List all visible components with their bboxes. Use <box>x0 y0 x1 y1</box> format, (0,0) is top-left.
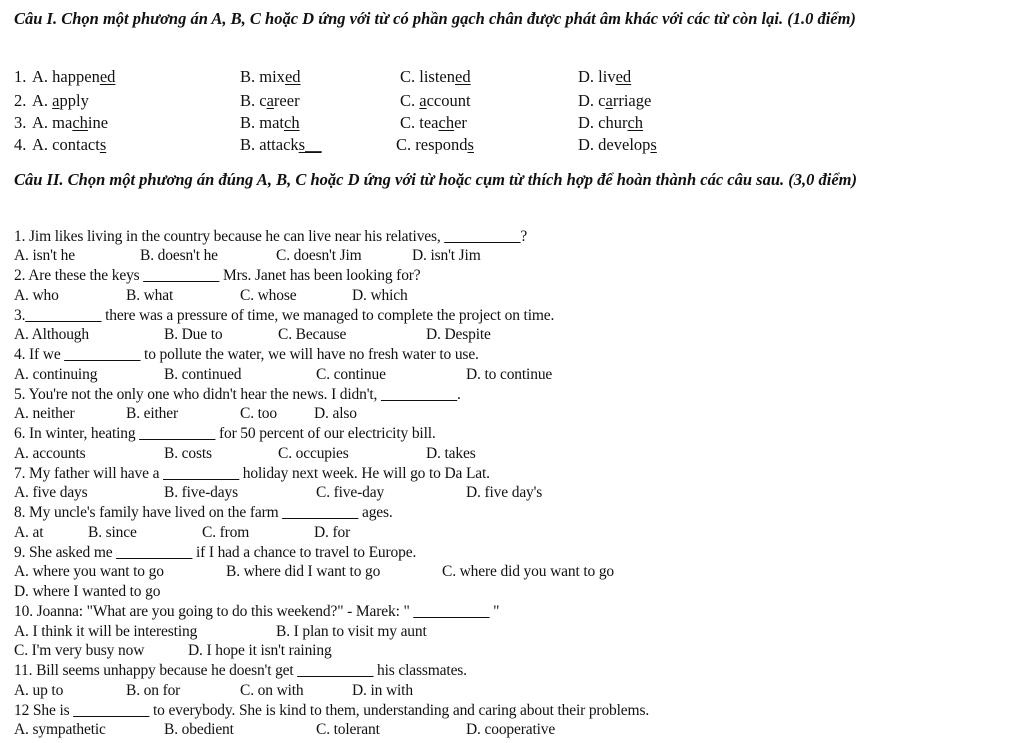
option-d: D. isn't Jim <box>412 247 481 264</box>
underlined-part: ch <box>438 113 455 132</box>
option-c: C. account <box>400 91 471 110</box>
option-a: A. isn't he <box>14 247 75 264</box>
question-1-stem: 1. Jim likes living in the country because he can live near his relatives, __________? <box>14 228 528 245</box>
option-a: A. accounts <box>14 445 86 462</box>
option-d: D. church <box>578 113 644 132</box>
underlined-part: s <box>650 135 657 154</box>
answer-blank: __________ <box>381 386 458 403</box>
underlined-part: ed <box>615 67 632 86</box>
question-2-stem: 2. Are these the keys __________ Mrs. Janet has been looking for? <box>14 267 421 284</box>
option-a: A. five days <box>14 484 88 501</box>
option-d: D. develops <box>578 135 657 154</box>
option-c: C. from <box>202 524 250 541</box>
option-b: B. obedient <box>164 721 234 738</box>
option-b: B. on for <box>126 682 181 699</box>
underlined-part: ch <box>72 113 88 132</box>
option-c: C. teacher <box>400 113 467 132</box>
option-d: D. in with <box>352 682 413 699</box>
answer-blank: __________ <box>64 346 141 363</box>
underlined-part: a <box>266 91 274 110</box>
underlined-part: a <box>419 91 427 110</box>
option-c: C. tolerant <box>316 721 380 738</box>
option-c: C. whose <box>240 287 297 304</box>
option-a: A. contacts <box>32 135 107 154</box>
option-a: A. I think it will be interesting <box>14 623 198 640</box>
option-b: B. career <box>240 91 300 110</box>
option-c: C. Because <box>278 326 347 343</box>
option-c: C. listened <box>400 67 471 86</box>
option-a: A. Although <box>14 326 89 343</box>
option-c: C. occupies <box>278 445 349 462</box>
option-c: C. too <box>240 405 277 422</box>
underlined-part: s <box>99 135 107 154</box>
option-d: D. carriage <box>578 91 652 110</box>
underlined-part: ch <box>284 113 300 132</box>
option-b: B. continued <box>164 366 242 383</box>
option-c: C. continue <box>316 366 386 383</box>
underlined-part: a <box>52 91 60 110</box>
question-7-stem: 7. My father will have a __________ holiday next week. He will go to Da Lat. <box>14 465 490 482</box>
option-c: C. where did you want to go <box>442 563 615 580</box>
underlined-part: s <box>467 135 474 154</box>
answer-blank: __________ <box>25 307 102 324</box>
option-d: D. cooperative <box>466 721 556 738</box>
question-6-stem: 6. In winter, heating __________ for 50 percent of our electricity bill. <box>14 425 436 442</box>
option-b: B. either <box>126 405 179 422</box>
underlined-part: s__ <box>298 135 322 154</box>
option-b: B. what <box>126 287 174 304</box>
option-b: B. mixed <box>240 67 301 86</box>
answer-blank: __________ <box>116 544 193 561</box>
option-a: A. who <box>14 287 59 304</box>
option-d: D. also <box>314 405 357 422</box>
question-12-stem: 12 She is __________ to everybody. She is kind to them, understanding and caring about their problems. <box>14 702 650 719</box>
option-b: B. where did I want to go <box>226 563 381 580</box>
option-b: B. match <box>240 113 300 132</box>
answer-blank: __________ <box>444 228 521 245</box>
option-c: C. five-day <box>316 484 385 501</box>
answer-blank: __________ <box>297 662 374 679</box>
question-number: 2. <box>14 91 27 110</box>
underlined-part: a <box>605 91 613 110</box>
question-number: 4. <box>14 135 27 154</box>
question-number: 1. <box>14 67 27 86</box>
option-b: B. five-days <box>164 484 238 501</box>
answer-blank: __________ <box>413 603 490 620</box>
option-a: A. continuing <box>14 366 98 383</box>
option-d: D. Despite <box>426 326 491 343</box>
option-a: A. where you want to go <box>14 563 164 580</box>
option-a: A. sympathetic <box>14 721 106 738</box>
option-d: D. for <box>314 524 351 541</box>
answer-blank: __________ <box>143 267 220 284</box>
option-b: B. doesn't he <box>140 247 218 264</box>
option-a: A. neither <box>14 405 75 422</box>
option-a: A. happened <box>32 67 116 86</box>
underlined-part: ed <box>99 67 116 86</box>
option-d: D. which <box>352 287 408 304</box>
option-d: D. takes <box>426 445 476 462</box>
option-c: C. I'm very busy now <box>14 642 145 659</box>
option-b: B. attacks__ <box>240 135 322 154</box>
section-1-heading: Câu I. Chọn một phương án A, B, C hoặc D ứng với từ có phần gạch chân được phát âm khác với các từ còn lại. (1.0 điểm) <box>14 9 856 28</box>
question-8-stem: 8. My uncle's family have lived on the farm __________ ages. <box>14 504 393 521</box>
option-b: B. since <box>88 524 137 541</box>
option-c: C. responds <box>396 135 474 154</box>
question-3-stem: 3.__________ there was a pressure of time, we managed to complete the project on time. <box>14 307 555 324</box>
underlined-part: ed <box>455 67 471 86</box>
question-5-stem: 5. You're not the only one who didn't hear the news. I didn't, __________. <box>14 386 461 403</box>
question-9-stem: 9. She asked me __________ if I had a chance to travel to Europe. <box>14 544 417 561</box>
answer-blank: __________ <box>73 702 150 719</box>
option-d: D. I hope it isn't raining <box>188 642 332 659</box>
option-b: B. I plan to visit my aunt <box>276 623 427 640</box>
option-a: A. apply <box>32 91 89 110</box>
question-11-stem: 11. Bill seems unhappy because he doesn't get __________ his classmates. <box>14 662 467 679</box>
option-a: A. at <box>14 524 44 541</box>
answer-blank: __________ <box>282 504 359 521</box>
option-d: D. where I wanted to go <box>14 583 161 600</box>
answer-blank: __________ <box>163 465 240 482</box>
option-b: B. costs <box>164 445 212 462</box>
option-b: B. Due to <box>164 326 223 343</box>
option-a: A. up to <box>14 682 64 699</box>
question-10-stem: 10. Joanna: "What are you going to do this weekend?" - Marek: " __________ " <box>14 603 500 620</box>
option-c: C. doesn't Jim <box>276 247 362 264</box>
option-c: C. on with <box>240 682 304 699</box>
option-d: D. to continue <box>466 366 553 383</box>
option-d: D. five day's <box>466 484 543 501</box>
underlined-part: ed <box>284 67 301 86</box>
underlined-part: ch <box>627 113 644 132</box>
answer-blank: __________ <box>139 425 216 442</box>
option-a: A. machine <box>32 113 109 132</box>
section-2-heading: Câu II. Chọn một phương án đúng A, B, C hoặc D ứng với từ hoặc cụm từ thích hợp để hoàn thành các câu sau. (3,0 điểm) <box>14 170 857 189</box>
question-4-stem: 4. If we __________ to pollute the water, we will have no fresh water to use. <box>14 346 479 363</box>
option-d: D. lived <box>578 67 632 86</box>
question-number: 3. <box>14 113 27 132</box>
